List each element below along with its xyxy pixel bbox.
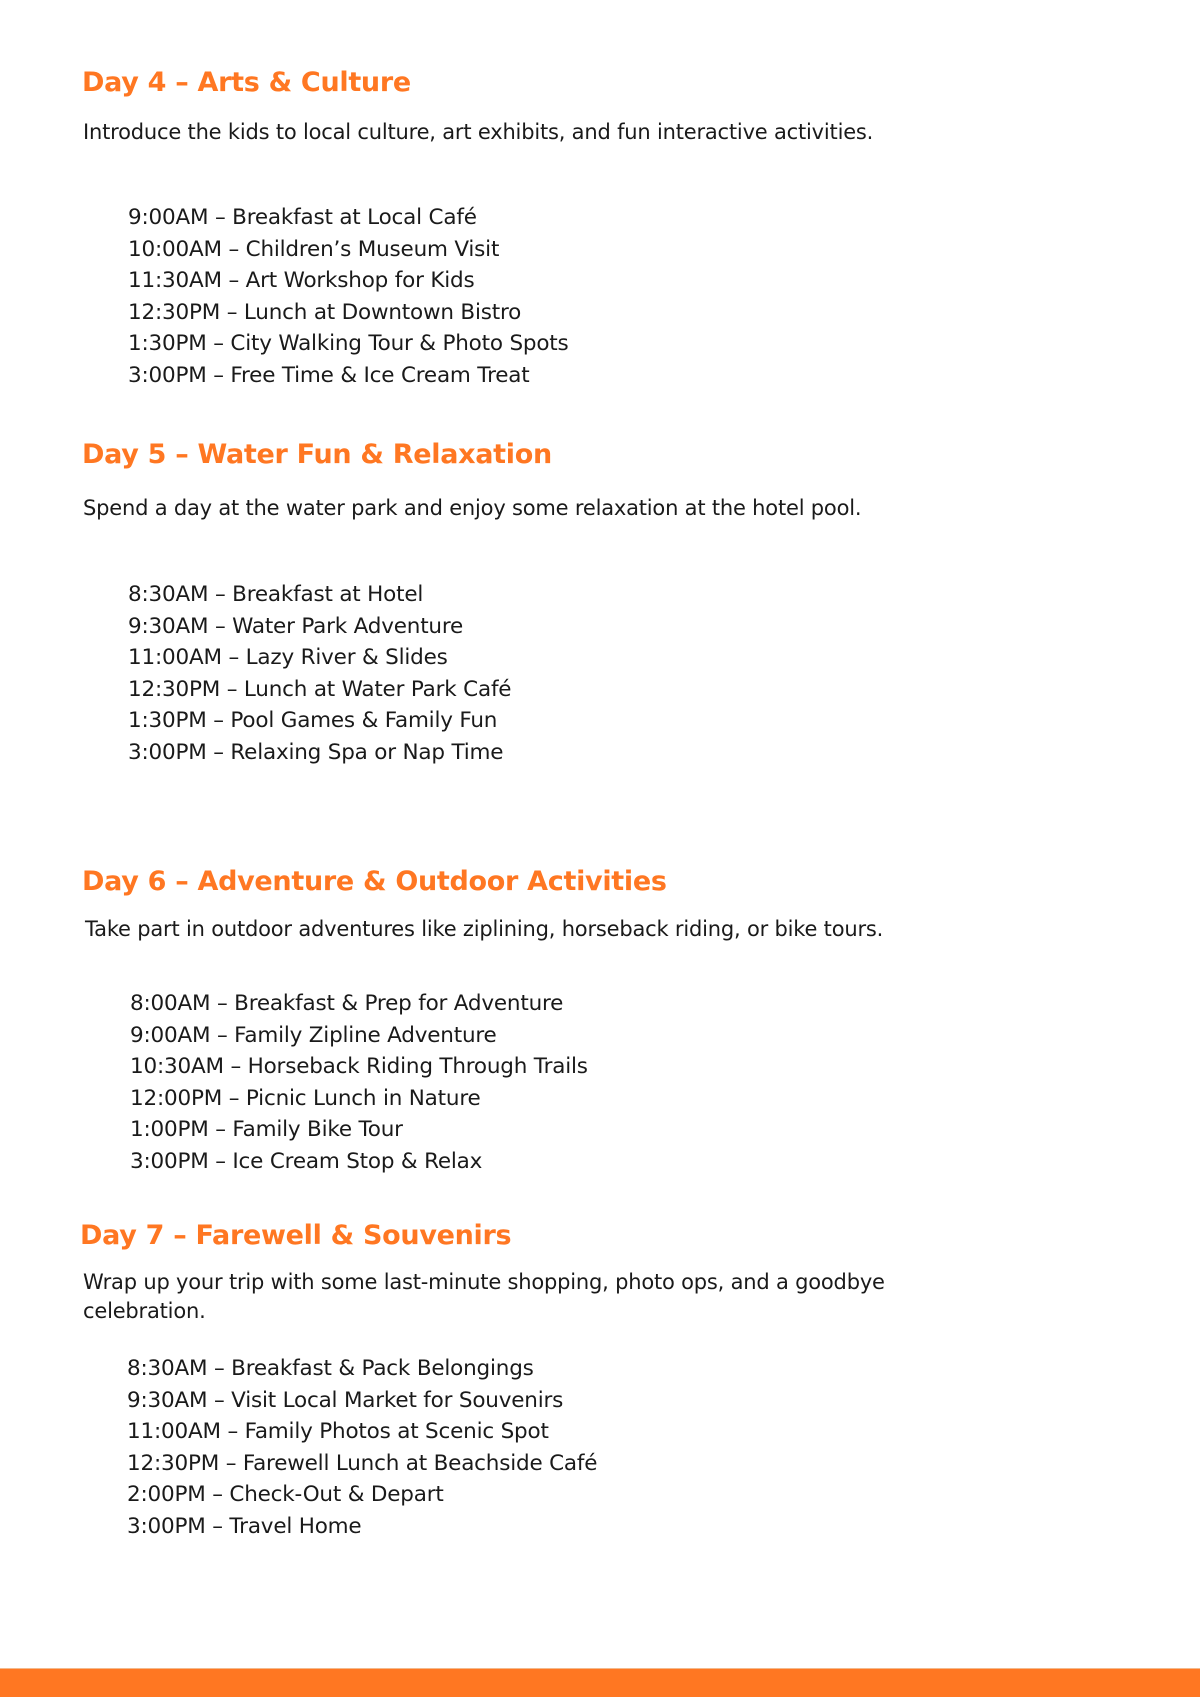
footer-accent-bar bbox=[0, 1669, 1200, 1697]
schedule-item: 12:30PM – Farewell Lunch at Beachside Café bbox=[127, 1450, 598, 1476]
day-7-schedule bbox=[127, 1353, 597, 1542]
day-7-title: Day 7 – Farewell & Souvenirs bbox=[80, 1220, 512, 1251]
schedule-item: 11:30AM – Art Workshop for Kids bbox=[128, 268, 475, 293]
day-5-description: Spend a day at the water park and enjoy some relaxation at the hotel pool. bbox=[83, 496, 862, 520]
schedule-item: 1:30PM – Pool Games & Family Fun bbox=[128, 708, 498, 733]
schedule-item: 3:00PM – Travel Home bbox=[127, 1513, 362, 1539]
day-6-title: Day 6 – Adventure & Outdoor Activities bbox=[82, 866, 667, 897]
schedule-item: 9:00AM – Family Zipline Adventure bbox=[130, 1022, 497, 1048]
day-6-schedule bbox=[130, 988, 588, 1177]
schedule-item: 11:00AM – Lazy River & Slides bbox=[128, 645, 448, 670]
schedule-item: 12:00PM – Picnic Lunch in Nature bbox=[130, 1085, 481, 1111]
schedule-item: 9:30AM – Water Park Adventure bbox=[128, 613, 464, 639]
schedule-item: 10:00AM – Children’s Museum Visit bbox=[128, 236, 500, 262]
schedule-item: 3:00PM – Ice Cream Stop & Relax bbox=[130, 1148, 483, 1174]
day-5-title: Day 5 – Water Fun & Relaxation bbox=[82, 439, 552, 470]
day-4-title: Day 4 – Arts & Culture bbox=[82, 67, 411, 98]
schedule-item: 1:30PM – City Walking Tour & Photo Spots bbox=[128, 331, 569, 356]
schedule-item: 1:00PM – Family Bike Tour bbox=[130, 1117, 403, 1142]
day-5-schedule bbox=[128, 579, 511, 768]
schedule-item: 10:30AM – Horseback Riding Through Trails bbox=[130, 1054, 588, 1079]
schedule-item: 2:00PM – Check-Out & Depart bbox=[127, 1482, 444, 1507]
schedule-item: 9:00AM – Breakfast at Local Café bbox=[128, 205, 477, 230]
day-7-description: Wrap up your trip with some last-minute shopping, photo ops, and a goodbye celebration. bbox=[83, 1270, 885, 1323]
schedule-item: 9:30AM – Visit Local Market for Souvenirs bbox=[127, 1387, 564, 1413]
day-4-schedule bbox=[128, 202, 569, 391]
schedule-item: 12:30PM – Lunch at Downtown Bistro bbox=[128, 299, 522, 325]
day-6-description: Take part in outdoor adventures like ziplining, horseback riding, or bike tours. bbox=[85, 917, 884, 941]
day-4-description: Introduce the kids to local culture, art exhibits, and fun interactive activities. bbox=[83, 120, 874, 144]
schedule-item: 11:00AM – Family Photos at Scenic Spot bbox=[127, 1419, 549, 1444]
schedule-item: 12:30PM – Lunch at Water Park Café bbox=[128, 676, 512, 702]
schedule-item: 8:00AM – Breakfast & Prep for Adventure bbox=[130, 991, 564, 1016]
schedule-item: 3:00PM – Relaxing Spa or Nap Time bbox=[128, 739, 504, 765]
schedule-item: 8:30AM – Breakfast at Hotel bbox=[128, 582, 424, 607]
schedule-item: 8:30AM – Breakfast & Pack Belongings bbox=[127, 1356, 534, 1381]
schedule-item: 3:00PM – Free Time & Ice Cream Treat bbox=[128, 362, 530, 388]
